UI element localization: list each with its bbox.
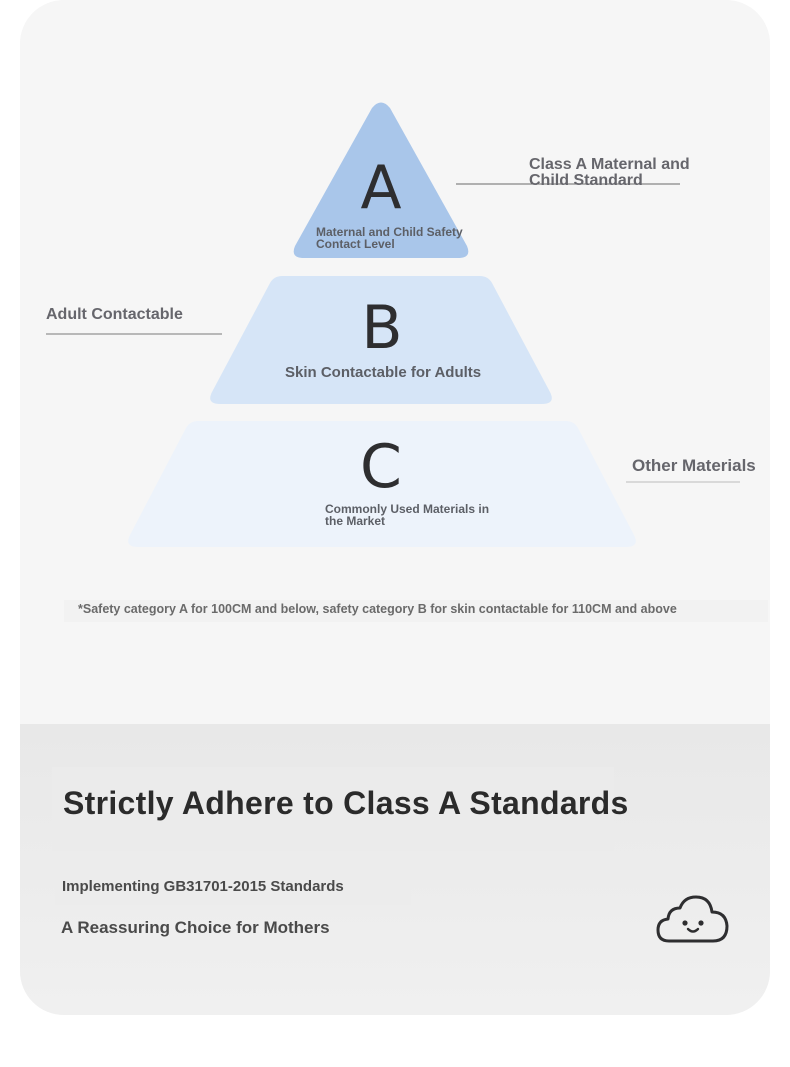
headline-box bbox=[52, 767, 629, 851]
tier-a-sublabel: Maternal and Child Safety Contact Level bbox=[316, 225, 463, 251]
headline-title: Strictly Adhere to Class A Standards bbox=[63, 785, 629, 821]
tier-c-sublabel: Commonly Used Materials in the Market bbox=[325, 502, 490, 528]
cloud-smile-icon bbox=[655, 893, 731, 945]
footnote: *Safety category A for 100CM and below, safety category B for skin contactable for 110CM and above bbox=[64, 600, 768, 622]
side-label-other: Other Materials bbox=[632, 456, 756, 475]
tier-c-letter: C bbox=[360, 432, 402, 502]
tier-b-sublabel: Skin Contactable for Adults bbox=[285, 364, 482, 381]
side-label-class-a: Class A Maternal and Child Standard bbox=[529, 156, 690, 189]
tagline: A Reassuring Choice for Mothers bbox=[61, 918, 330, 937]
side-label-adult: Adult Contactable bbox=[46, 306, 183, 323]
tier-a-letter: A bbox=[360, 153, 402, 223]
tier-b-letter: B bbox=[361, 293, 403, 363]
standard-box bbox=[55, 869, 411, 905]
standard-text: Implementing GB31701-2015 Standards bbox=[62, 878, 344, 895]
